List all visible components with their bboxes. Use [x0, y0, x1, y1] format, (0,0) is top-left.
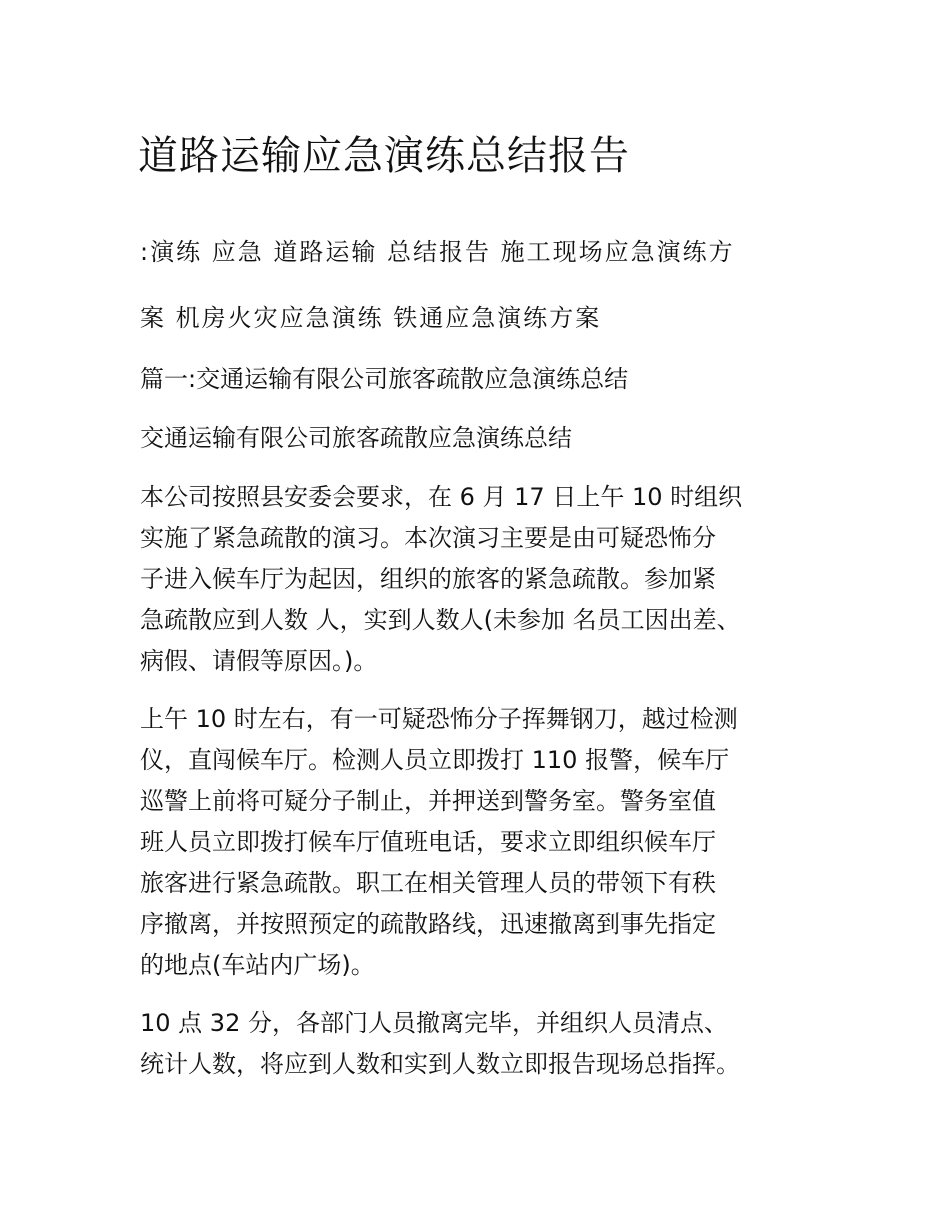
paragraph-line: 旅客进行紧急疏散。职工在相关管理人员的带领下有秩 [140, 869, 716, 897]
paragraph-line: 病假、请假等原因。)。 [140, 647, 378, 675]
paragraph-line: 统计人数，将应到人数和实到人数立即报告现场总指挥。 [140, 1050, 740, 1078]
paragraph-line: 班人员立即拨打候车厅值班电话，要求立即组织候车厅 [140, 828, 716, 856]
paragraph-line: 的地点(车站内广场)。 [140, 951, 375, 979]
paragraph-line: 实施了紧急疏散的演习。本次演习主要是由可疑恐怖分 [140, 524, 716, 552]
paragraph-line: 本公司按照县安委会要求，在 6 月 17 日上午 10 时组织 [140, 483, 743, 511]
paragraph-line: 10 点 32 分，各部门人员撤离完毕，并组织人员清点、 [140, 1009, 728, 1037]
section-heading: 篇一:交通运输有限公司旅客疏散应急演练总结 [140, 365, 629, 393]
paragraph-line: 序撤离，并按照预定的疏散路线，迅速撤离到事先指定 [140, 910, 716, 938]
keywords-line-1: :演练 应急 道路运输 总结报告 施工现场应急演练方 [140, 238, 735, 266]
paragraph-line: 子进入候车厅为起因，组织的旅客的紧急疏散。参加紧 [140, 565, 716, 593]
keywords-line-2: 案 机房火灾应急演练 铁通应急演练方案 [140, 304, 602, 332]
section-subtitle: 交通运输有限公司旅客疏散应急演练总结 [140, 424, 572, 452]
paragraph-line: 上午 10 时左右，有一可疑恐怖分子挥舞钢刀，越过检测 [140, 705, 738, 733]
paragraph-line: 巡警上前将可疑分子制止，并押送到警务室。警务室值 [140, 787, 716, 815]
paragraph-line: 急疏散应到人数 人，实到人数人(未参加 名员工因出差、 [140, 606, 741, 634]
paragraph-line: 仪，直闯候车厅。检测人员立即拨打 110 报警，候车厅 [140, 746, 730, 774]
document-title: 道路运输应急演练总结报告 [138, 133, 630, 179]
